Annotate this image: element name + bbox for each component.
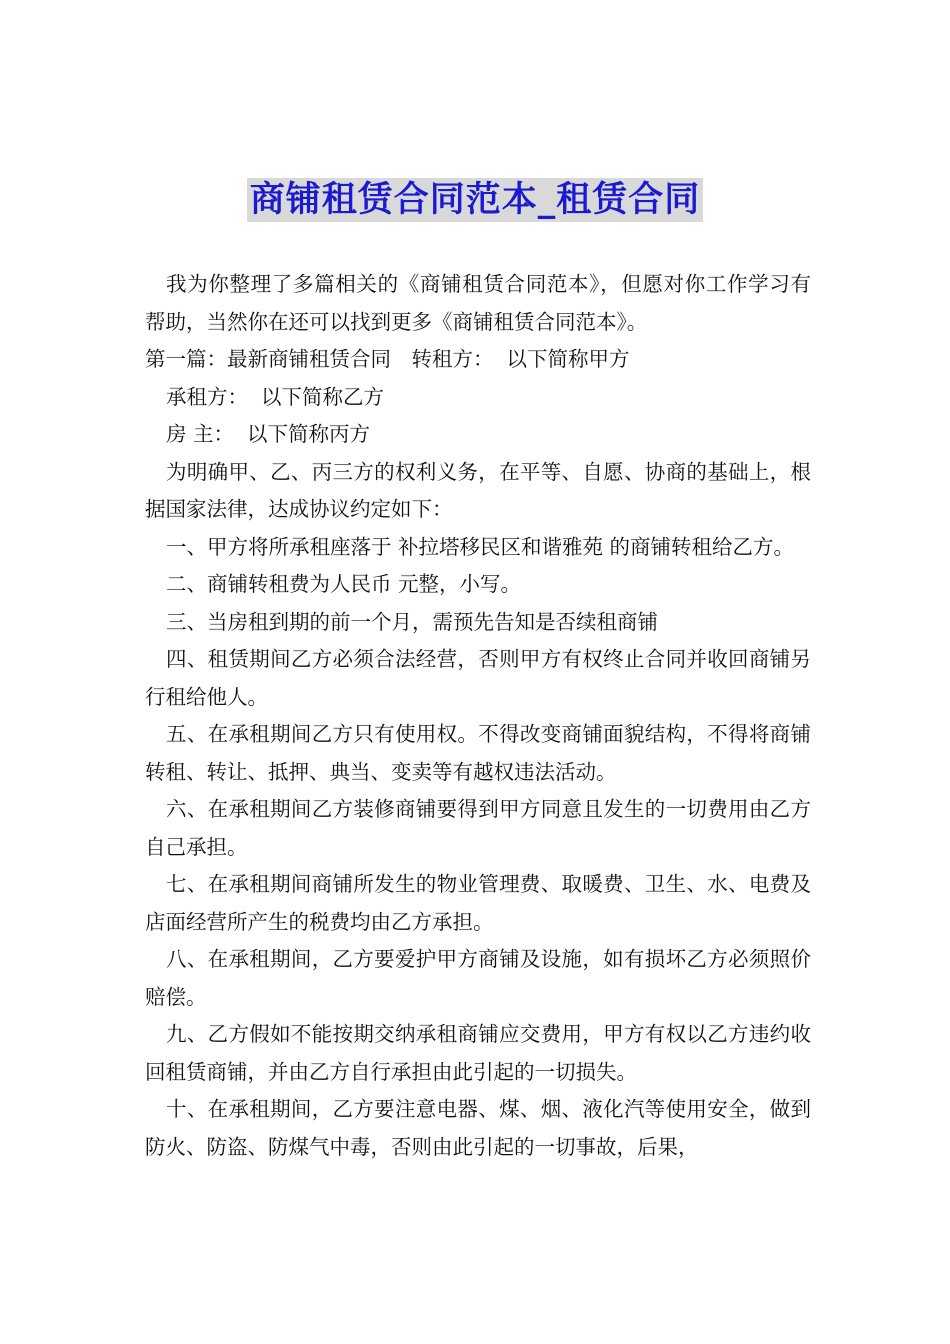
paragraph: 承租方： 以下简称乙方 [166, 384, 385, 409]
paragraph: 二、商铺转租费为人民币 元整，小写。 [166, 572, 522, 596]
paragraph: 房 主： 以下简称丙方 [166, 422, 371, 446]
paragraph: 我为你整理了多篇相关的《商铺租赁合同范本》，但愿对你工作学习有帮助，当然你在还可以找到更多《商铺租赁合同范本》。 [145, 272, 811, 334]
paragraph: 三、当房租到期的前一个月，需预先告知是否续租商铺 [166, 609, 658, 634]
document-title: 商铺租赁合同范本_租赁合同 [247, 178, 704, 222]
paragraph: 十、在承租期间，乙方要注意电器、煤、烟、液化汽等使用安全，做到防火、防盗、防煤气中毒，否则由此引起的一切事故，后果， [145, 1097, 811, 1159]
paragraph: 四、租赁期间乙方必须合法经营，否则甲方有权终止合同并收回商铺另行租给他人。 [145, 647, 811, 709]
paragraph: 五、在承租期间乙方只有使用权。不得改变商铺面貌结构，不得将商铺转租、转让、抵押、典当、变卖等有越权违法活动。 [145, 722, 811, 784]
paragraph: 九、乙方假如不能按期交纳承租商铺应交费用，甲方有权以乙方违约收回租赁商铺，并由乙方自行承担由此引起的一切损失。 [145, 1022, 811, 1084]
document-body [145, 266, 811, 1166]
paragraph: 一、甲方将所承租座落于 补拉塔移民区和谐雅苑 的商铺转租给乙方。 [166, 534, 795, 559]
paragraph: 第一篇：最新商铺租赁合同 转租方： 以下简称甲方 [145, 347, 630, 371]
paragraph: 七、在承租期间商铺所发生的物业管理费、取暖费、卫生、水、电费及店面经营所产生的税费均由乙方承担。 [145, 872, 811, 934]
title-container [0, 178, 950, 222]
paragraph: 六、在承租期间乙方装修商铺要得到甲方同意且发生的一切费用由乙方自己承担。 [145, 797, 811, 859]
paragraph: 为明确甲、乙、丙三方的权利义务，在平等、自愿、协商的基础上，根据国家法律，达成协议约定如下： [145, 459, 811, 521]
paragraph: 八、在承租期间，乙方要爱护甲方商铺及设施，如有损坏乙方必须照价赔偿。 [145, 947, 811, 1009]
